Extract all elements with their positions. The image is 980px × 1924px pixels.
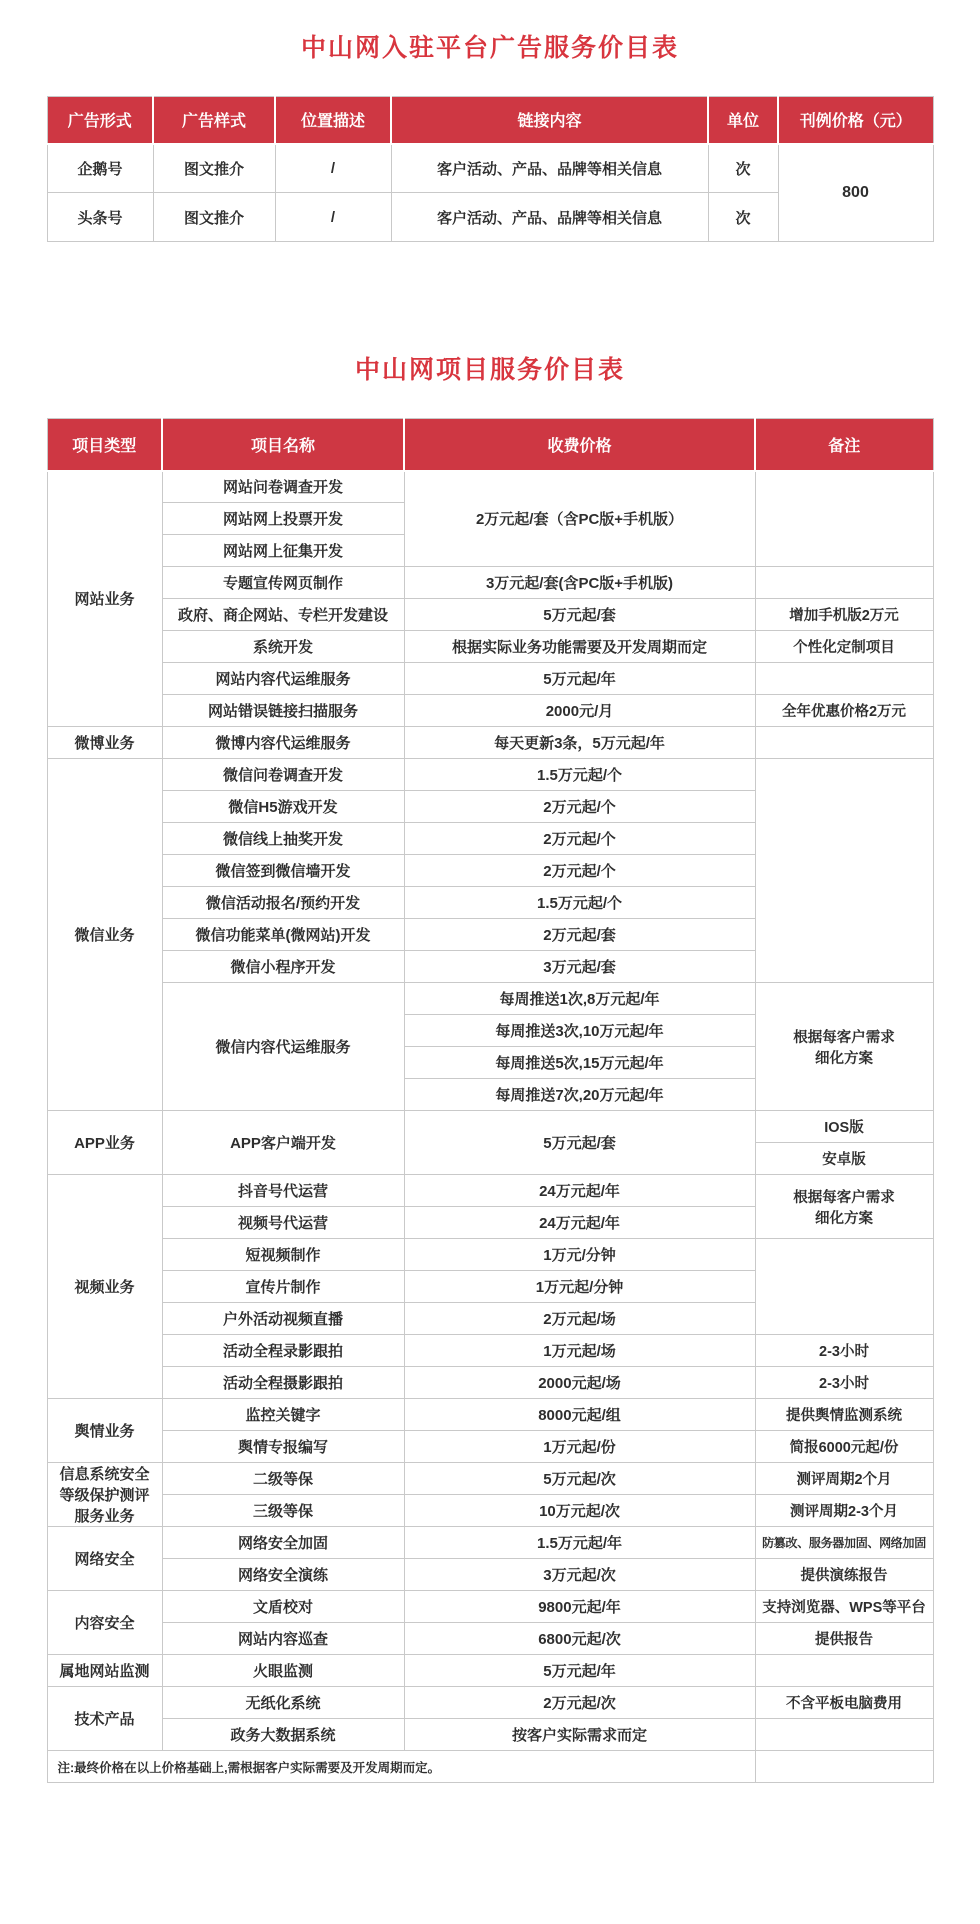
project-name-cell: 宣传片制作 <box>162 1271 404 1303</box>
remark-cell <box>755 759 933 983</box>
ad-header-form: 广告形式 <box>47 97 153 144</box>
table-row <box>47 1623 933 1655</box>
project-name-cell: 户外活动视频直播 <box>162 1303 404 1335</box>
project-name-cell: 专题宣传网页制作 <box>162 567 404 599</box>
table-row <box>47 1239 933 1271</box>
remark-cell: 全年优惠价格2万元 <box>755 695 933 727</box>
table-row <box>47 1719 933 1751</box>
project-table-title: 中山网项目服务价目表 <box>354 356 625 384</box>
ad-price-table <box>47 96 934 242</box>
price-cell: 5万元起/次 <box>404 1463 755 1495</box>
project-name-cell: 二级等保 <box>162 1463 404 1495</box>
remark-cell <box>755 727 933 759</box>
ad-content-cell: 客户活动、产品、品牌等相关信息 <box>391 193 708 242</box>
project-name-cell: 网站内容代运维服务 <box>162 663 404 695</box>
project-name-cell: 三级等保 <box>162 1495 404 1527</box>
category-cell: 技术产品 <box>47 1687 162 1751</box>
project-header-name: 项目名称 <box>162 419 404 471</box>
category-cell: 微信业务 <box>47 759 162 1111</box>
ad-table-title: 中山网入驻平台广告服务价目表 <box>300 34 679 62</box>
remark-cell: 个性化定制项目 <box>755 631 933 663</box>
table-row <box>47 759 933 791</box>
ad-header-position: 位置描述 <box>275 97 391 144</box>
remark-cell: 2-3小时 <box>755 1367 933 1399</box>
price-cell: 6800元起/次 <box>404 1623 755 1655</box>
project-name-cell: 微信活动报名/预约开发 <box>162 887 404 919</box>
table-row <box>47 1559 933 1591</box>
ad-content-cell: 客户活动、产品、品牌等相关信息 <box>391 144 708 193</box>
project-name-cell: 微信线上抽奖开发 <box>162 823 404 855</box>
remark-cell: 提供舆情监测系统 <box>755 1399 933 1431</box>
price-cell: 5万元起/套 <box>404 1111 755 1175</box>
project-header-category: 项目类型 <box>47 419 162 471</box>
ad-table-header-row <box>47 97 933 144</box>
price-cell: 每天更新3条，5万元起/年 <box>404 727 755 759</box>
category-cell: 属地网站监测 <box>47 1655 162 1687</box>
ad-header-content: 链接内容 <box>391 97 708 144</box>
project-name-cell: 微信小程序开发 <box>162 951 404 983</box>
project-name-cell: 政府、商企网站、专栏开发建设 <box>162 599 404 631</box>
price-cell: 24万元起/年 <box>404 1175 755 1207</box>
price-cell: 根据实际业务功能需要及开发周期而定 <box>404 631 755 663</box>
price-cell: 2万元起/个 <box>404 855 755 887</box>
category-cell: 视频业务 <box>47 1175 162 1399</box>
table-row <box>47 599 933 631</box>
price-cell: 每周推送3次,10万元起/年 <box>404 1015 755 1047</box>
ad-unit-cell: 次 <box>708 193 778 242</box>
project-name-cell: 系统开发 <box>162 631 404 663</box>
ad-table-row <box>47 144 933 193</box>
project-name-cell: 文盾校对 <box>162 1591 404 1623</box>
ad-header-style: 广告样式 <box>153 97 275 144</box>
remark-cell: 简报6000元起/份 <box>755 1431 933 1463</box>
remark-cell <box>755 567 933 599</box>
table-row <box>47 1655 933 1687</box>
remark-cell: 提供演练报告 <box>755 1559 933 1591</box>
price-cell: 每周推送7次,20万元起/年 <box>404 1079 755 1111</box>
table-row <box>47 727 933 759</box>
table-row <box>47 1111 933 1143</box>
price-cell: 2万元起/个 <box>404 791 755 823</box>
remark-cell: IOS版 <box>755 1111 933 1143</box>
remark-cell: 支持浏览器、WPS等平台 <box>755 1591 933 1623</box>
ad-style-cell: 图文推介 <box>153 193 275 242</box>
project-name-cell: 火眼监测 <box>162 1655 404 1687</box>
price-cell: 8000元起/组 <box>404 1399 755 1431</box>
category-cell: 舆情业务 <box>47 1399 162 1463</box>
table-row <box>47 663 933 695</box>
project-price-table <box>47 418 934 1783</box>
project-table-header-row <box>47 419 933 471</box>
table-row <box>47 1463 933 1495</box>
project-name-cell: 网站网上征集开发 <box>162 535 404 567</box>
ad-position-cell: / <box>275 193 391 242</box>
remark-cell: 测评周期2-3个月 <box>755 1495 933 1527</box>
price-cell: 5万元起/年 <box>404 663 755 695</box>
price-cell: 5万元起/套 <box>404 599 755 631</box>
project-name-cell: 微信问卷调查开发 <box>162 759 404 791</box>
project-header-remark: 备注 <box>755 419 933 471</box>
note-cell: 注:最终价格在以上价格基础上,需根据客户实际需要及开发周期而定。 <box>47 1751 755 1783</box>
table-row <box>47 631 933 663</box>
price-cell: 2000元起/场 <box>404 1367 755 1399</box>
price-cell: 2万元起/套 <box>404 919 755 951</box>
price-cell: 3万元起/次 <box>404 1559 755 1591</box>
category-cell: 网络安全 <box>47 1527 162 1591</box>
ad-header-unit: 单位 <box>708 97 778 144</box>
price-cell: 1.5万元起/个 <box>404 887 755 919</box>
category-cell: 微博业务 <box>47 727 162 759</box>
price-cell: 2000元/月 <box>404 695 755 727</box>
ad-header-price: 刊例价格（元） <box>778 97 933 144</box>
remark-cell <box>755 1239 933 1335</box>
category-cell: 内容安全 <box>47 1591 162 1655</box>
project-name-cell: 网站网上投票开发 <box>162 503 404 535</box>
ad-form-cell: 企鹅号 <box>47 144 153 193</box>
ad-price-cell: 800 <box>778 144 933 242</box>
price-cell: 1万元起/份 <box>404 1431 755 1463</box>
project-name-cell: 活动全程摄影跟拍 <box>162 1367 404 1399</box>
price-cell: 2万元起/套（含PC版+手机版） <box>404 471 755 567</box>
project-name-cell: 网站问卷调查开发 <box>162 471 404 503</box>
table-row <box>47 1175 933 1207</box>
project-name-cell: 政务大数据系统 <box>162 1719 404 1751</box>
price-cell: 3万元起/套(含PC版+手机版) <box>404 567 755 599</box>
category-cell: APP业务 <box>47 1111 162 1175</box>
project-name-cell: 网站内容巡查 <box>162 1623 404 1655</box>
table-row <box>47 1335 933 1367</box>
project-name-cell: 活动全程录影跟拍 <box>162 1335 404 1367</box>
project-name-cell: 视频号代运营 <box>162 1207 404 1239</box>
remark-cell: 根据每客户需求 细化方案 <box>755 983 933 1111</box>
remark-cell <box>755 1751 933 1783</box>
project-name-cell: 抖音号代运营 <box>162 1175 404 1207</box>
ad-unit-cell: 次 <box>708 144 778 193</box>
category-cell: 信息系统安全等级保护测评服务业务 <box>47 1463 162 1527</box>
price-cell: 24万元起/年 <box>404 1207 755 1239</box>
note-row <box>47 1751 933 1783</box>
price-cell: 5万元起/年 <box>404 1655 755 1687</box>
table-row <box>47 1431 933 1463</box>
project-name-cell: 微信内容代运维服务 <box>162 983 404 1111</box>
table-row <box>47 1527 933 1559</box>
project-name-cell: 网络安全加固 <box>162 1527 404 1559</box>
table-row <box>47 1495 933 1527</box>
project-name-cell: 网络安全演练 <box>162 1559 404 1591</box>
table-row <box>47 1687 933 1719</box>
project-name-cell: 舆情专报编写 <box>162 1431 404 1463</box>
project-name-cell: 无纸化系统 <box>162 1687 404 1719</box>
table-row <box>47 1399 933 1431</box>
table-row <box>47 695 933 727</box>
table-row <box>47 1591 933 1623</box>
project-name-cell: 微信功能菜单(微网站)开发 <box>162 919 404 951</box>
remark-cell: 不含平板电脑费用 <box>755 1687 933 1719</box>
ad-form-cell: 头条号 <box>47 193 153 242</box>
project-name-cell: 监控关键字 <box>162 1399 404 1431</box>
remark-cell: 提供报告 <box>755 1623 933 1655</box>
price-cell: 每周推送1次,8万元起/年 <box>404 983 755 1015</box>
ad-position-cell: / <box>275 144 391 193</box>
remark-cell: 测评周期2个月 <box>755 1463 933 1495</box>
price-cell: 1.5万元起/年 <box>404 1527 755 1559</box>
category-cell: 网站业务 <box>47 471 162 727</box>
price-cell: 2万元起/个 <box>404 823 755 855</box>
project-name-cell: 微信H5游戏开发 <box>162 791 404 823</box>
remark-cell: 增加手机版2万元 <box>755 599 933 631</box>
table-row <box>47 471 933 503</box>
table-row <box>47 983 933 1015</box>
price-cell: 10万元起/次 <box>404 1495 755 1527</box>
price-cell: 1万元/分钟 <box>404 1239 755 1271</box>
price-cell: 1.5万元起/个 <box>404 759 755 791</box>
ad-style-cell: 图文推介 <box>153 144 275 193</box>
remark-cell <box>755 471 933 567</box>
remark-cell <box>755 663 933 695</box>
price-cell: 2万元起/次 <box>404 1687 755 1719</box>
price-cell: 1万元起/分钟 <box>404 1271 755 1303</box>
project-header-price: 收费价格 <box>404 419 755 471</box>
remark-cell <box>755 1655 933 1687</box>
project-name-cell: 网站错误链接扫描服务 <box>162 695 404 727</box>
project-name-cell: 短视频制作 <box>162 1239 404 1271</box>
remark-cell: 根据每客户需求 细化方案 <box>755 1175 933 1239</box>
price-cell: 9800元起/年 <box>404 1591 755 1623</box>
table-row <box>47 1367 933 1399</box>
remark-cell: 2-3小时 <box>755 1335 933 1367</box>
price-cell: 3万元起/套 <box>404 951 755 983</box>
price-cell: 2万元起/场 <box>404 1303 755 1335</box>
price-cell: 1万元起/场 <box>404 1335 755 1367</box>
remark-cell: 防篡改、服务器加固、网络加固 <box>755 1527 933 1559</box>
table-row <box>47 567 933 599</box>
project-name-cell: 微信签到微信墙开发 <box>162 855 404 887</box>
price-cell: 每周推送5次,15万元起/年 <box>404 1047 755 1079</box>
remark-cell <box>755 1719 933 1751</box>
project-name-cell: APP客户端开发 <box>162 1111 404 1175</box>
project-name-cell: 微博内容代运维服务 <box>162 727 404 759</box>
remark-cell: 安卓版 <box>755 1143 933 1175</box>
price-cell: 按客户实际需求而定 <box>404 1719 755 1751</box>
